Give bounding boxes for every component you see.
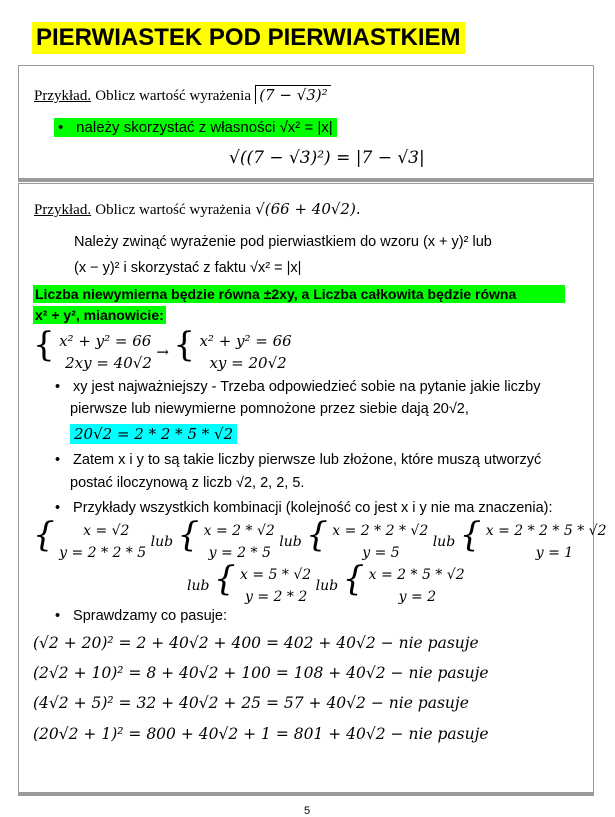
page-title: PIERWIASTEK POD PIERWIASTKIEM (32, 22, 465, 54)
combo-6 (369, 564, 465, 608)
combo-5 (240, 564, 311, 608)
system-2 (199, 330, 291, 374)
brace-icon: { (342, 559, 365, 599)
page-number: 5 (304, 805, 311, 817)
bullet-2-line-2: postać iloczynową z liczb √2, 2, 2, 5. (70, 475, 305, 491)
example-box-1 (18, 65, 594, 182)
combo-6-y: y = 2 (398, 589, 437, 605)
example-1-statement (34, 86, 331, 105)
combo-1-y: y = 2 * 2 * 5 (59, 545, 147, 561)
system-2-eq-1: x² + y² = 66 (199, 331, 292, 350)
bullet-item-2 (55, 452, 541, 468)
example-text: Oblicz wartość wyrażenia (95, 88, 252, 104)
bullet-icon: • (58, 119, 64, 136)
system-1 (59, 330, 152, 374)
brace-icon: { (173, 325, 195, 365)
combo-4-y: y = 1 (535, 545, 574, 561)
example-expression: (7 − √3)² (255, 85, 330, 104)
property-hint-text: należy skorzystać z własności √x² = |x| (76, 119, 333, 136)
brace-icon: { (177, 515, 200, 555)
bullet-item-4 (55, 608, 227, 624)
example-label: Przykład. (34, 88, 92, 104)
instruction-line-1: Należy zwinąć wyrażenie pod pierwiastkiem do wzoru (x + y)² lub (74, 234, 492, 250)
combinations-row-2 (187, 559, 465, 608)
instruction-line-2: (x − y)² i skorzystać z faktu √x² = |x| (74, 260, 302, 276)
bullet-1-line-1: xy jest najważniejszy - Trzeba odpowiedzieć sobie na pytanie jakie liczby (73, 379, 541, 395)
brace-icon: { (33, 515, 55, 555)
combo-1-x: x = √2 (83, 523, 130, 539)
example-expression: √(66 + 40√2). (255, 200, 361, 218)
combo-3 (332, 520, 428, 564)
brace-icon: { (213, 559, 236, 599)
property-hint (54, 118, 337, 137)
lub-label: lub (187, 578, 210, 594)
check-line-2: (2√2 + 10)² = 8 + 40√2 + 100 = 108 + 40√2 − nie pasuje (33, 664, 489, 682)
combo-3-y: y = 5 (362, 545, 400, 561)
system-1-eq-2: 2xy = 40√2 (65, 353, 152, 372)
combo-1 (59, 520, 146, 564)
bullet-3-text: Przykłady wszystkich kombinacji (kolejność co jest x i y nie ma znaczenia): (73, 500, 553, 516)
example-box-2 (18, 183, 607, 796)
combo-5-x: x = 5 * √2 (240, 567, 312, 583)
bullet-icon: • (55, 452, 61, 468)
check-line-4: (20√2 + 1)² = 800 + 40√2 + 1 = 801 + 40√2 − nie pasuje (33, 725, 489, 743)
lub-label: lub (315, 578, 339, 594)
lub-label: lub (279, 534, 302, 550)
combo-4 (486, 520, 607, 564)
key-rule-line-1: Liczba niewymierna będzie równa ±2xy, a Liczba całkowita będzie równa (33, 285, 565, 303)
bullet-1-factorization: 20√2 = 2 * 2 * 5 * √2 (70, 424, 237, 444)
check-line-1: (√2 + 20)² = 2 + 40√2 + 400 = 402 + 40√2 − nie pasuje (33, 634, 479, 652)
bullet-item-3 (55, 500, 553, 516)
lub-label: lub (150, 534, 174, 550)
bullet-icon: • (55, 500, 61, 516)
combo-6-x: x = 2 * 5 * √2 (368, 567, 465, 583)
combo-2-y: y = 2 * 5 (208, 545, 271, 561)
brace-icon: { (33, 325, 55, 365)
example-1-result: √((7 − √3)²) = |7 − √3| (229, 148, 425, 168)
combo-4-x: x = 2 * 2 * 5 * √2 (485, 523, 607, 539)
check-line-3: (4√2 + 5)² = 32 + 40√2 + 25 = 57 + 40√2 − nie pasuje (33, 694, 469, 712)
example-label: Przykład. (34, 202, 92, 218)
key-rule-line-2: x² + y², mianowicie: (35, 307, 164, 323)
system-2-eq-2: xy = 20√2 (209, 353, 287, 372)
example-text: Oblicz wartość wyrażenia (95, 202, 252, 218)
bullet-item-1 (55, 379, 541, 395)
combo-3-x: x = 2 * 2 * √2 (332, 523, 429, 539)
brace-icon: { (459, 515, 482, 555)
bullet-icon: • (55, 379, 61, 395)
bullet-4-text: Sprawdzamy co pasuje: (73, 608, 227, 624)
bullet-2-line-1: Zatem x i y to są takie liczby pierwsze lub złożone, które muszą utworzyć (73, 452, 542, 468)
brace-icon: { (306, 515, 328, 555)
system-1-eq-1: x² + y² = 66 (59, 331, 152, 350)
example-2-statement (34, 200, 361, 219)
lub-label: lub (432, 534, 456, 550)
equation-systems (33, 325, 292, 374)
arrow-icon: → (156, 342, 169, 361)
combinations-row-1 (33, 515, 607, 564)
combo-2-x: x = 2 * √2 (203, 523, 275, 539)
combo-2 (204, 520, 275, 564)
combo-5-y: y = 2 * 2 (245, 589, 308, 605)
bullet-icon: • (55, 608, 61, 624)
bullet-1-line-2: pierwsze lub niewymierne pomnożone przez siebie dają 20√2, (70, 401, 469, 417)
